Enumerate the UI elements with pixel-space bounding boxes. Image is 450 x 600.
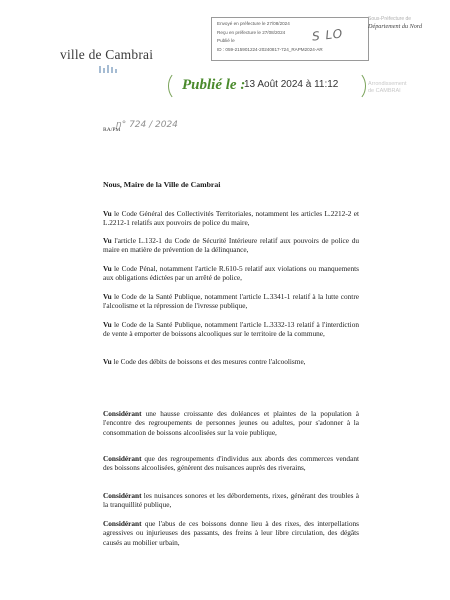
considerant-lead: Considérant (103, 409, 142, 418)
document-title: Nous, Maire de la Ville de Cambrai (103, 180, 221, 189)
considerant-paragraph (103, 409, 359, 437)
department-label: Département du Nord (368, 23, 423, 30)
published-label: Publié le : (182, 77, 246, 93)
considerant-text: que des regroupements d'individus aux abords des commerces vendant des boissons alcoolisées, génèrent des nuisances auprès des riverains, (103, 454, 359, 473)
vu-paragraph (103, 264, 359, 283)
vu-text: le Code de la Santé Publique, notamment l'article L.3332-13 relatif à l'interdiction de vente à emporter de boissons alcooliques sur le territoire de la commune, (103, 320, 359, 339)
vu-lead: Vu (103, 292, 112, 301)
arrondissement-label: Arrondissement (368, 81, 407, 87)
considerant-paragraph (103, 519, 359, 547)
vu-paragraph (103, 292, 359, 311)
subprefecture-label: Sous-Préfecture de (368, 16, 412, 22)
arrondissement-city-label: de CAMBRAI (368, 88, 401, 94)
vu-lead: Vu (103, 264, 112, 273)
city-logo-icon (90, 64, 130, 74)
vu-lead: Vu (103, 357, 112, 366)
vu-text: l'article L.132-1 du Code de Sécurité Intérieure relatif aux pouvoirs de police du maire en matière de prévention de la délinquance, (103, 236, 359, 255)
published-datetime: 13 Août 2024 à 11:12 (244, 79, 339, 90)
stamp-handwritten-mark: S LO (311, 26, 344, 44)
published-banner (168, 71, 366, 101)
considerant-lead: Considérant (103, 491, 142, 500)
considerant-lead: Considérant (103, 454, 142, 463)
considerant-text: une hausse croissante des doléances et plaintes de la population à l'encontre des regroupements de personnes jeunes ou adultes, pour s'adonner à la consommation de boissons alcoolisées sur la voie publique, (103, 409, 359, 437)
prefecture-stamp (211, 17, 369, 61)
vu-paragraph (103, 357, 359, 366)
stamp-sent-line: Envoyé en préfecture le 27/08/2024 (217, 21, 290, 26)
vu-text: le Code des débits de boissons et des mesures contre l'alcoolisme, (111, 357, 306, 366)
reference-number: n° 724 / 2024 (116, 120, 178, 130)
vu-lead: Vu (103, 236, 112, 245)
considerant-text: les nuisances sonores et les débordements, rixes, générant des troubles à la tranquillité publique, (103, 491, 359, 510)
vu-lead: Vu (103, 320, 112, 329)
vu-lead: Vu (103, 209, 112, 218)
stamp-published-line: Publié le (217, 38, 235, 44)
city-logo-text: ville de Cambrai (60, 47, 154, 62)
vu-text: le Code Général des Collectivités Territoriales, notamment les articles L.2212-2 et L.2212-1 relatifs aux pouvoirs de police du maire, (103, 209, 359, 228)
considerant-paragraph (103, 491, 359, 510)
vu-text: le Code de la Santé Publique, notamment l'article L.3341-1 relatif à la lutte contre l'alcoolisme et la répression de l'ivresse publique, (103, 292, 359, 311)
considerant-paragraph (103, 454, 359, 473)
vu-text: le Code Pénal, notamment l'article R.610-5 relatif aux violations ou manquements aux obligations édictées par un arrêté de police, (103, 264, 359, 283)
stamp-received-line: Reçu en préfecture le 27/08/2024 (217, 29, 286, 35)
considerant-lead: Considérant (103, 519, 142, 528)
vu-paragraph (103, 320, 359, 339)
reference-prefix: RA/PM (103, 127, 121, 133)
considerant-text: que l'abus de ces boissons donne lieu à des rixes, des interpellations agressives ou injurieuses des passants, des freins à leur libre circulation, des dégâts causés au mobilier urbain, (103, 519, 359, 547)
stamp-id-line: ID : 059-215901224-20240817-724_RAPM2024-AR (217, 46, 323, 52)
vu-paragraph (103, 236, 359, 255)
vu-paragraph (103, 209, 359, 228)
department-header (368, 16, 448, 95)
